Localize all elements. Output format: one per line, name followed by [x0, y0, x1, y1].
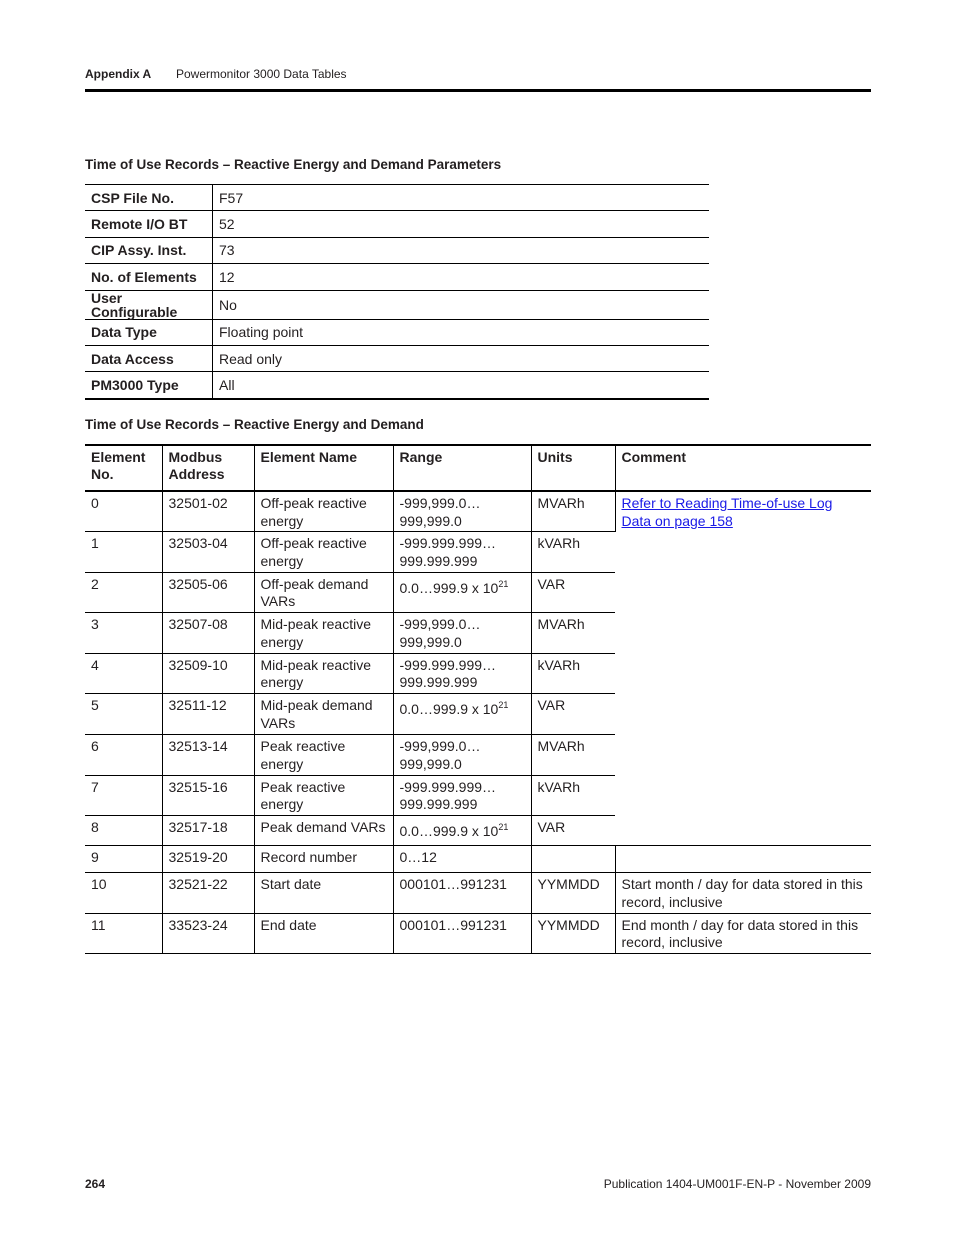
- params-row: [85, 345, 709, 371]
- cell-range: 000101…991231: [393, 873, 531, 914]
- cell-name: Peak reactive energy: [254, 775, 393, 816]
- cell-name: Off-peak demand VARs: [254, 572, 393, 613]
- params-row: [85, 237, 709, 263]
- col-header-name: Element Name: [254, 445, 393, 491]
- cell-range: [393, 572, 531, 613]
- cell-units: MVARh: [531, 491, 615, 532]
- section-label: Appendix A: [85, 67, 152, 81]
- records-table: [85, 444, 871, 954]
- table-row: [85, 846, 871, 873]
- records-table-caption: Time of Use Records – Reactive Energy and Demand: [85, 417, 424, 432]
- cell-element-no: 6: [85, 735, 162, 776]
- params-row: [85, 264, 709, 290]
- col-header-range: Range: [393, 445, 531, 491]
- cell-element-no: 5: [85, 694, 162, 735]
- cell-name: Off-peak reactive energy: [254, 491, 393, 532]
- cell-units: kVARh: [531, 653, 615, 694]
- param-key: No. of Elements: [85, 264, 213, 290]
- cell-range: -999.999.999… 999.999.999: [393, 653, 531, 694]
- cell-modbus: 32515-16: [162, 775, 254, 816]
- col-header-element-no: Element No.: [85, 445, 162, 491]
- cell-units: [531, 846, 615, 873]
- cell-modbus: 32521-22: [162, 873, 254, 914]
- table-row: [85, 873, 871, 914]
- param-value: No: [213, 290, 710, 319]
- params-row: [85, 290, 709, 319]
- range-text: 0.0…999.9 x 10: [399, 579, 499, 596]
- param-value: 52: [213, 211, 710, 237]
- cell-range: 000101…991231: [393, 913, 531, 954]
- cell-modbus: 32519-20: [162, 846, 254, 873]
- params-row: [85, 211, 709, 237]
- param-value: 73: [213, 237, 710, 263]
- cell-element-no: 11: [85, 913, 162, 954]
- exponent: 21: [498, 578, 509, 589]
- cell-modbus: 32503-04: [162, 532, 254, 573]
- cell-comment-shared: [615, 491, 871, 846]
- cell-comment: Start month / day for data stored in this record, inclusive: [615, 873, 871, 914]
- cell-modbus: 32517-18: [162, 816, 254, 846]
- exponent: 21: [498, 700, 509, 711]
- param-value: Floating point: [213, 319, 710, 345]
- range-text: 0.0…999.9 x 10: [399, 701, 499, 718]
- cell-modbus: 33523-24: [162, 913, 254, 954]
- cell-element-no: 7: [85, 775, 162, 816]
- records-header-row: [85, 445, 871, 491]
- cell-units: MVARh: [531, 735, 615, 776]
- cell-range: -999,999.0… 999,999.0: [393, 735, 531, 776]
- publication-info: Publication 1404-UM001F-EN-P - November 2009: [603, 1177, 871, 1191]
- cell-comment: End month / day for data stored in this record, inclusive: [615, 913, 871, 954]
- param-value: Read only: [213, 345, 710, 371]
- cell-modbus: 32505-06: [162, 572, 254, 613]
- params-row: [85, 319, 709, 345]
- cell-element-no: 1: [85, 532, 162, 573]
- cell-range: 0…12: [393, 846, 531, 873]
- running-header-title: Powermonitor 3000 Data Tables: [176, 67, 347, 81]
- table-row: [85, 491, 871, 532]
- cell-range: -999,999.0… 999,999.0: [393, 491, 531, 532]
- cell-range: -999,999.0… 999,999.0: [393, 613, 531, 654]
- param-value: F57: [213, 185, 710, 211]
- cell-name: Mid-peak reactive energy: [254, 653, 393, 694]
- param-key: PM3000 Type: [85, 372, 213, 399]
- reference-link[interactable]: Refer to Reading Time-of-use Log Data on page 158: [621, 495, 833, 529]
- page-number: 264: [85, 1177, 106, 1191]
- cell-units: MVARh: [531, 613, 615, 654]
- param-key: Data Access: [85, 345, 213, 371]
- cell-range: -999.999.999… 999.999.999: [393, 532, 531, 573]
- param-value: 12: [213, 264, 710, 290]
- params-row: [85, 185, 709, 211]
- cell-name: Peak demand VARs: [254, 816, 393, 846]
- cell-units: YYMMDD: [531, 873, 615, 914]
- cell-name: Peak reactive energy: [254, 735, 393, 776]
- cell-element-no: 8: [85, 816, 162, 846]
- params-table-caption: Time of Use Records – Reactive Energy and Demand Parameters: [85, 157, 502, 172]
- col-header-units: Units: [531, 445, 615, 491]
- cell-name: Mid-peak reactive energy: [254, 613, 393, 654]
- cell-modbus: 32509-10: [162, 653, 254, 694]
- param-value: All: [219, 377, 235, 394]
- cell-units: YYMMDD: [531, 913, 615, 954]
- table-row: [85, 913, 871, 954]
- cell-range: [393, 816, 531, 846]
- cell-modbus: 32507-08: [162, 613, 254, 654]
- cell-range: [393, 694, 531, 735]
- param-key: Data Type: [85, 319, 213, 345]
- cell-modbus: 32513-14: [162, 735, 254, 776]
- cell-units: kVARh: [531, 775, 615, 816]
- cell-element-no: 0: [85, 491, 162, 532]
- header-rule: [85, 89, 871, 92]
- exponent: 21: [498, 822, 509, 833]
- cell-units: kVARh: [531, 532, 615, 573]
- param-key: CIP Assy. Inst.: [85, 237, 213, 263]
- param-key: Remote I/O BT: [85, 211, 213, 237]
- cell-element-no: 2: [85, 572, 162, 613]
- cell-units: VAR: [531, 572, 615, 613]
- param-key: User Configurable: [85, 290, 213, 319]
- col-header-comment: Comment: [615, 445, 871, 491]
- cell-comment: [615, 846, 871, 873]
- cell-range: -999.999.999… 999.999.999: [393, 775, 531, 816]
- params-table: [85, 184, 709, 400]
- cell-name: Off-peak reactive energy: [254, 532, 393, 573]
- params-row: [85, 372, 709, 399]
- cell-modbus: 32511-12: [162, 694, 254, 735]
- cell-element-no: 3: [85, 613, 162, 654]
- param-key: CSP File No.: [85, 185, 213, 211]
- cell-units: VAR: [531, 816, 615, 846]
- cell-name: Mid-peak demand VARs: [254, 694, 393, 735]
- cell-element-no: 10: [85, 873, 162, 914]
- col-header-modbus: Modbus Address: [162, 445, 254, 491]
- cell-element-no: 4: [85, 653, 162, 694]
- range-text: 0.0…999.9 x 10: [399, 823, 499, 840]
- cell-name: Start date: [254, 873, 393, 914]
- cell-modbus: 32501-02: [162, 491, 254, 532]
- cell-name: Record number: [254, 846, 393, 873]
- cell-name: End date: [254, 913, 393, 954]
- cell-element-no: 9: [85, 846, 162, 873]
- cell-units: VAR: [531, 694, 615, 735]
